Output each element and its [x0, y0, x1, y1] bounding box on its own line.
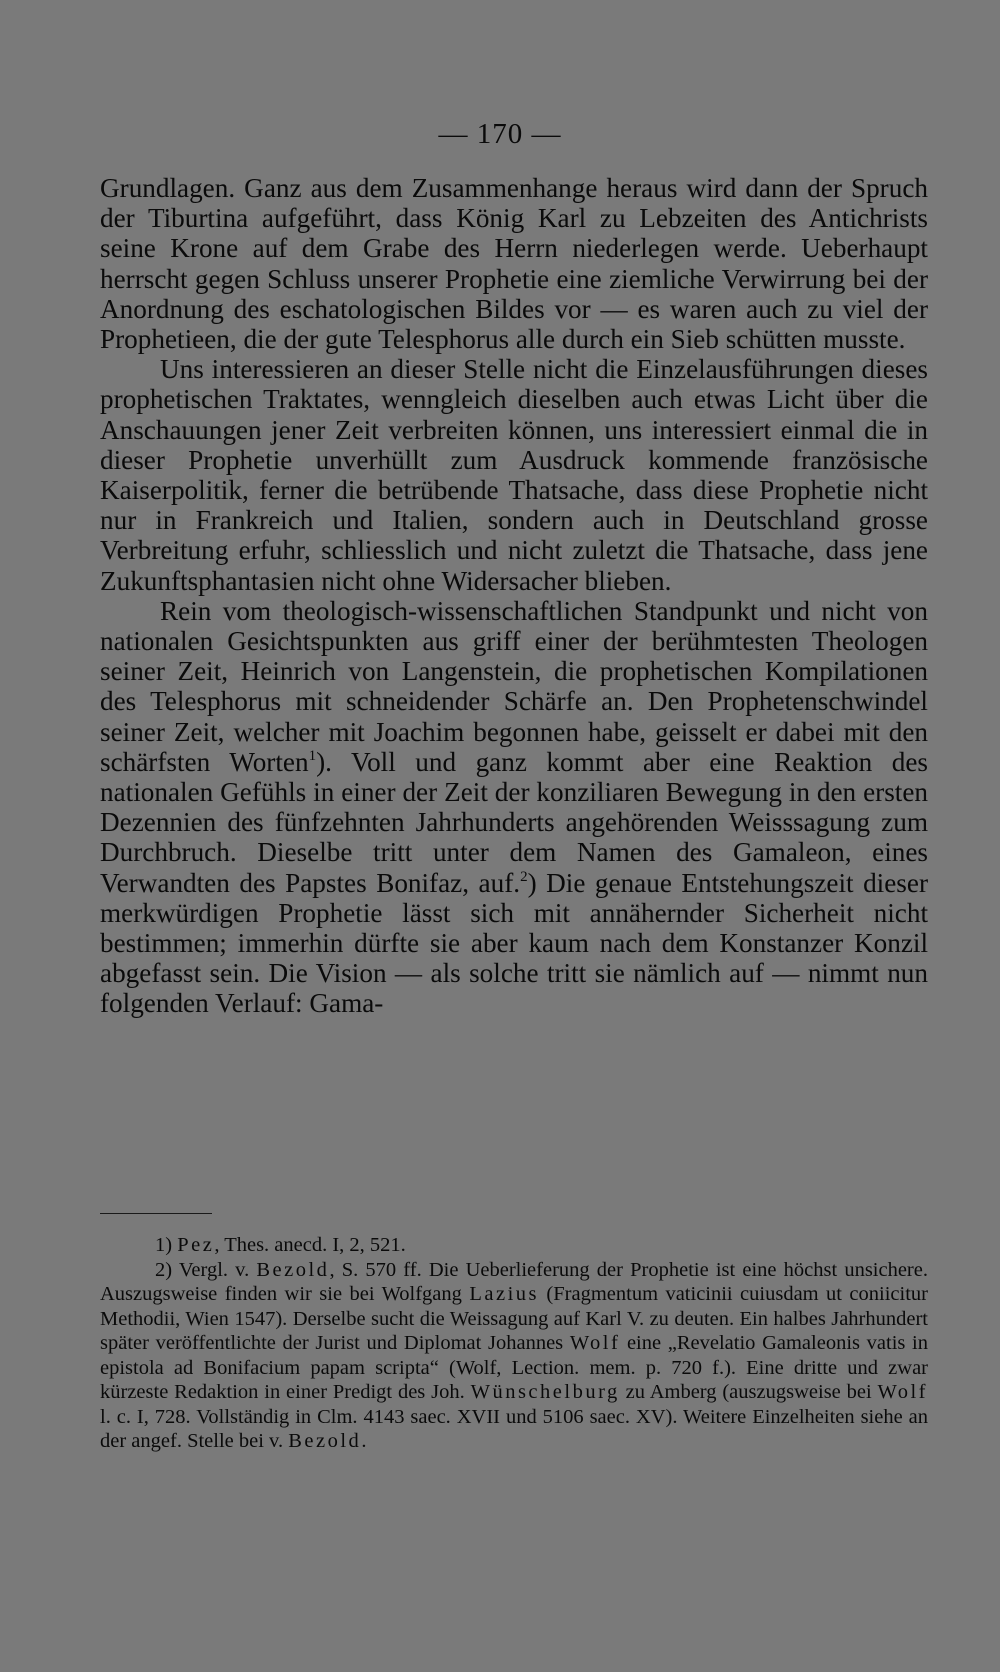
- text-run: (Fragmentum vaticinii cuiusdam ut coniicitur Methodii, Wien 1547). Derselbe sucht die Weissagung auf Karl V. zu deuten. Ein halbes Jahrhundert später veröffentlichte der Jurist und Diplomat Johannes: [100, 1283, 928, 1354]
- text-run: ). Voll und ganz kommt aber eine Reaktion des nationalen Gefühls in einer der Zeit der konziliaren Bewegung in den ersten Dezennien des fünfzehnten Jahrhunderts angehörenden Weisssagung zum Durchbruch. Dieselbe tritt unter dem Namen des Gamaleon, eines Verwandten des Papstes Bonifaz, auf.: [100, 746, 928, 898]
- footnote-reference: 2: [520, 868, 528, 885]
- spaced-name: Bezold: [288, 1430, 362, 1452]
- spaced-name: Wolf: [569, 1332, 621, 1354]
- text-run: ) Die genaue Entstehungszeit dieser merkwürdigen Prophetie lässt sich mit annähernder Sicherheit nicht bestimmen; immerhin dürfte sie aber kaum nach dem Konstanzer Konzil abgefasst sein. Die Vision — als solche tritt sie nämlich auf — nimmt nun folgenden Verlauf: Gama-: [100, 867, 928, 1019]
- paragraph: [100, 354, 928, 596]
- text-run: eine „Revelatio Gamaleonis vatis in epistola ad Bonifacium papam scripta“ (Wolf, Lection. mem. p. 720 f.). Eine dritte und zwar kürzeste Redaktion in einer Predigt des Joh.: [100, 1332, 928, 1403]
- footnote: [100, 1233, 928, 1258]
- paragraph: [100, 596, 928, 1019]
- text-run: Grundlagen. Ganz aus dem Zusammenhange heraus wird dann der Spruch der Tiburtina aufgeführt, dass König Karl zu Lebzeiten des Antichrists seine Krone auf dem Grabe des Herrn niederlegen werde. Ueberhaupt herrscht gegen Schluss unserer Prophetie eine ziemliche Verwirrung bei der Anordnung des eschatologischen Bildes vor — es waren auch zu viel der Prophetieen, die der gute Telesphorus alle durch ein Sieb schütten musste.: [100, 173, 928, 355]
- text-run: 2) Vergl. v.: [155, 1258, 257, 1281]
- spaced-name: Lazius: [469, 1283, 539, 1305]
- footnote: [100, 1258, 928, 1454]
- text-run: Uns interessieren an dieser Stelle nicht die Einzelausführungen dieses prophetischen Traktates, wenngleich dieselben auch etwas Licht über die Anschauungen jener Zeit verbreiten können, uns interessiert einmal die in dieser Prophetie unverhüllt zum Ausdruck kommende französische Kaiserpolitik, ferner die betrübende Thatsache, dass diese Prophetie nicht nur in Frankreich und Italien, sondern auch in Deutschland grosse Verbreitung erfuhr, schliesslich und nicht zuletzt die Thatsache, dass jene Zukunftsphantasien nicht ohne Widersacher blieben.: [100, 354, 928, 596]
- spaced-name: Wünschelburg: [470, 1381, 620, 1403]
- footnote-separator: [100, 1213, 212, 1214]
- spaced-name: Wolf: [877, 1381, 928, 1403]
- text-run: .: [361, 1430, 367, 1452]
- text-run: , Thes. anecd. I, 2, 521.: [214, 1234, 406, 1256]
- body-text: [100, 173, 928, 1019]
- paragraph: [100, 173, 928, 354]
- text-run: Rein vom theologisch-wissenschaftlichen Standpunkt und nicht von nationalen Gesichtspunkten aus griff einer der berühmtesten Theologen seiner Zeit, Heinrich von Langenstein, die prophetischen Kompilationen des Telesphorus mit schneidender Schärfe an. Den Prophetenschwindel seiner Zeit, welcher mit Joachim begonnen habe, geisselt er dabei mit den schärfsten Worten: [100, 595, 928, 777]
- text-run: zu Amberg (auszugsweise bei: [619, 1381, 878, 1403]
- footnotes: [100, 1233, 928, 1454]
- text-run: , S. 570 ff. Die Ueberlieferung der Prophetie ist eine höchst unsichere. Auszugsweise finden wir sie bei Wolfgang: [100, 1258, 928, 1305]
- text-run: 1): [155, 1234, 178, 1256]
- page-number: — 170 —: [438, 118, 562, 150]
- footnote-reference: 1: [308, 747, 317, 764]
- spaced-name: Pez: [177, 1234, 215, 1256]
- text-run: l. c. I, 728. Vollständig in Clm. 4143 saec. XVII und 5106 saec. XV). Weitere Einzelheiten siehe an der angef. Stelle bei v.: [100, 1405, 928, 1452]
- spaced-name: Bezold: [256, 1258, 330, 1281]
